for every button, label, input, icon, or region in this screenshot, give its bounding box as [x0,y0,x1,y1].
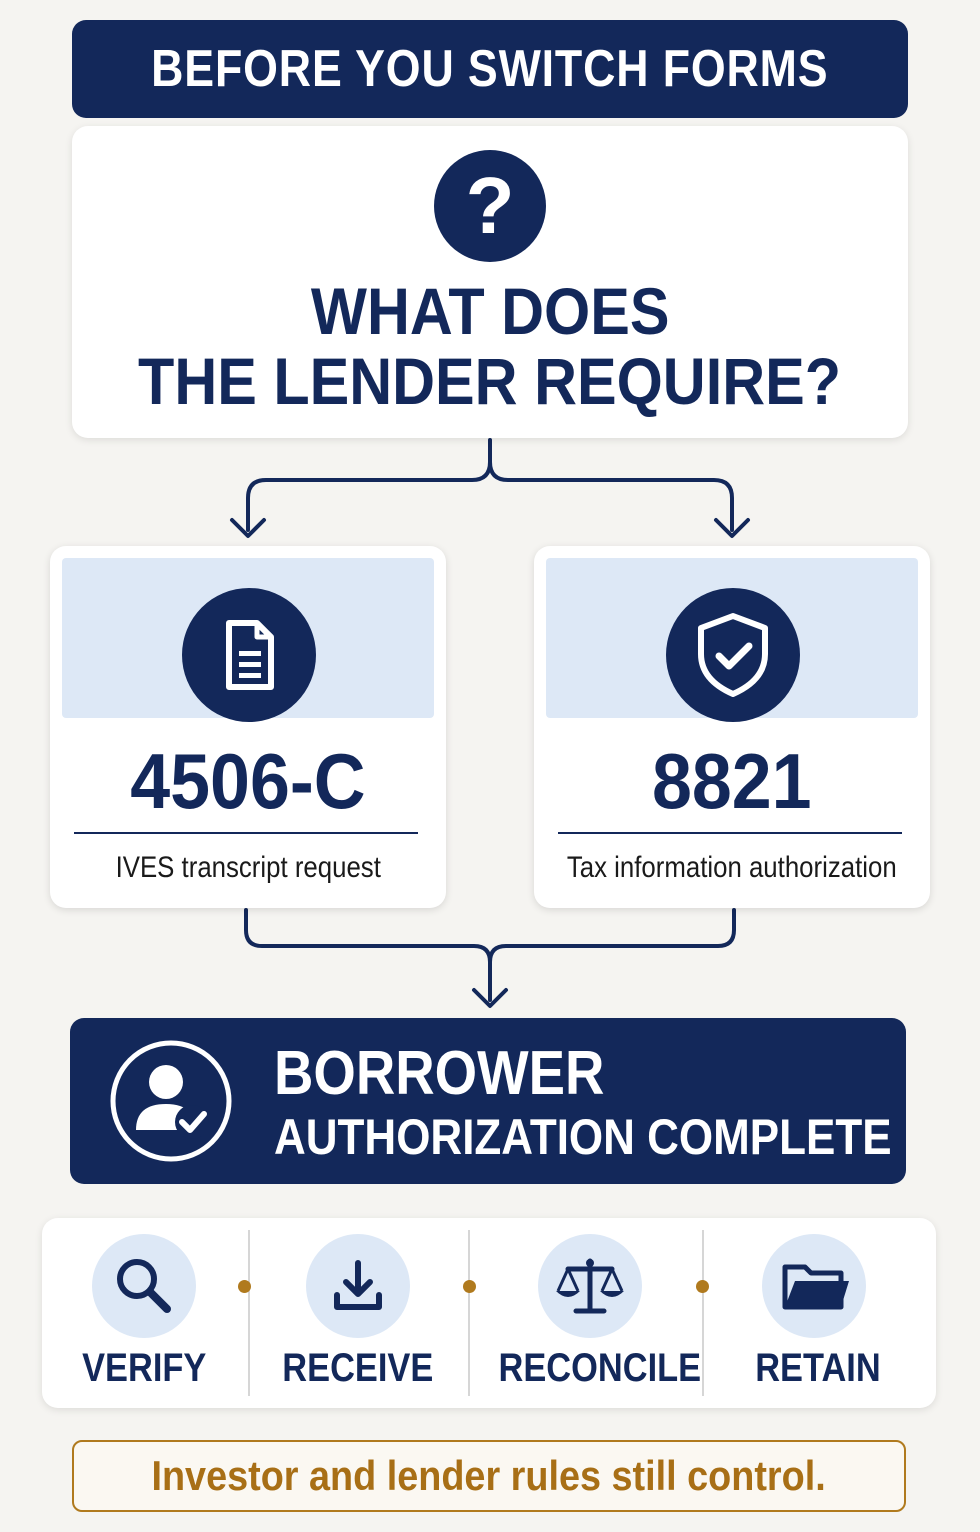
footer-note-text: Investor and lender rules still control. [151,1452,827,1499]
form-card-8821 [534,546,930,908]
download-icon [306,1234,410,1338]
step-label: RECONCILE [498,1346,702,1390]
footer-note [72,1440,906,1512]
arrowhead-left [232,520,264,536]
borrower-authorization-banner [70,1018,906,1184]
step-label: VERIFY [81,1346,207,1390]
step-verify [58,1218,230,1408]
divider [74,832,418,834]
question-line-1: WHAT DOES [310,274,670,348]
document-icon [182,588,316,722]
divider [702,1230,704,1396]
folder-icon [762,1234,866,1338]
connector-merge-left [246,910,490,1000]
step-reconcile [482,1218,702,1408]
step-dot [463,1280,476,1293]
step-label: RETAIN [755,1346,881,1390]
result-line-1: BORROWER [274,1039,605,1108]
connector-right [490,462,732,530]
step-retain [722,1218,914,1408]
form-number: 4506-C [130,737,366,825]
shield-check-icon [666,588,800,722]
step-dot [238,1280,251,1293]
step-receive [268,1218,448,1408]
divider [248,1230,250,1396]
steps-panel [42,1218,936,1408]
scales-icon [538,1234,642,1338]
form-card-4506c [50,546,446,908]
form-description: IVES transcript request [115,851,381,884]
step-label: RECEIVE [282,1346,434,1390]
connector-merge-right [490,910,734,962]
magnifier-icon [92,1234,196,1338]
arrowhead-right [716,520,748,536]
user-check-icon [108,1038,234,1164]
form-description: Tax information authorization [567,851,897,884]
question-line-2: THE LENDER REQUIRE? [138,344,842,418]
question-icon: ? [434,150,546,262]
divider [468,1230,470,1396]
arrowhead-merge [474,990,506,1006]
step-dot [696,1280,709,1293]
header-banner [72,20,908,118]
form-number: 8821 [652,737,812,825]
result-line-2: AUTHORIZATION COMPLETE [274,1109,892,1165]
divider [558,832,902,834]
header-title: BEFORE YOU SWITCH FORMS [151,40,829,98]
connector-left [248,440,490,530]
